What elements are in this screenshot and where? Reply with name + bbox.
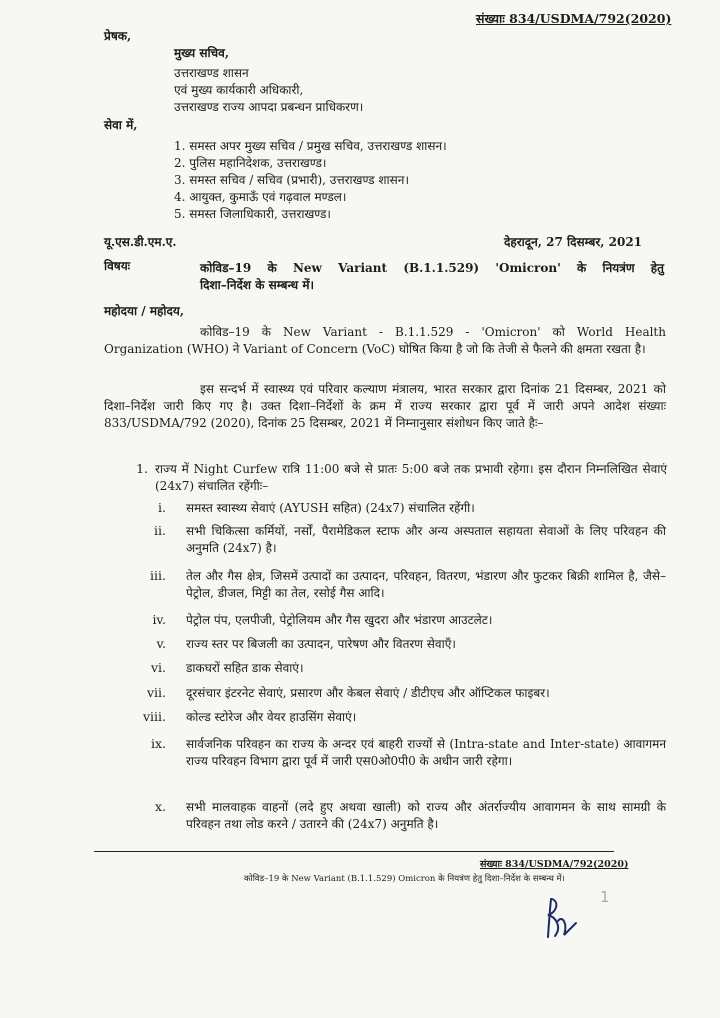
- subpoint-text: तेल और गैस क्षेत्र, जिसमें उत्पादों का उत्पादन, परिवहन, वितरण, भंडारण और फुटकर बिक्री शामिल है, जैसे–पेट्रोल, डीजल, मिट्टी का तेल, रसोई गैस आदि।: [186, 569, 666, 600]
- subpoint-number: vii.: [146, 685, 166, 700]
- point-number: 1.: [136, 461, 148, 476]
- sender-line: उत्तराखण्ड शासन: [174, 66, 249, 80]
- footer-divider: [94, 851, 614, 852]
- department-code: यू.एस.डी.एम.ए.: [104, 235, 177, 249]
- subpoint-number: viii.: [142, 709, 166, 724]
- subpoint-number: x.: [154, 799, 166, 814]
- paragraph: इस सन्दर्भ में स्वास्थ्य एवं परिवार कल्याण मंत्रालय, भारत सरकार द्वारा दिनांक 21 दिसम्बर, 2021 को दिशा–निर्देश जारी किए गए है। उक्त दिशा–निर्देशों के क्रम में राज्य सरकार द्वारा पूर्व में जारी अपने आदेश संख्याः 833/USDMA/792 (2020), दिनांक 25 दिसम्बर, 2021 में निम्नानुसार संशोधन किए जाते हैः–: [104, 382, 666, 430]
- footer-reference: संख्याः 834/USDMA/792(2020): [480, 859, 629, 870]
- subpoint-text: सभी चिकित्सा कर्मियों, नर्सों, पैरामेडिकल स्टाफ और अन्य अस्पताल सहायता सेवाओं के लिए परिवहन की अनुमति (24x7) है।: [186, 524, 666, 555]
- to-label: सेवा में,: [104, 118, 138, 132]
- sender-label: प्रेषक,: [104, 29, 132, 43]
- subject-line: कोविड–19 के New Variant (B.1.1.529) 'Omicron' के नियत्रंण हेतु: [200, 261, 664, 275]
- signature-mark: [538, 893, 588, 945]
- recipient-item: 2. पुलिस महानिदेशक, उत्तराखण्ड।: [174, 156, 327, 170]
- subpoint-number: ix.: [150, 736, 166, 751]
- signature: [538, 893, 588, 945]
- sender-line: मुख्य सचिव,: [174, 46, 230, 60]
- subpoint-number: v.: [156, 636, 166, 651]
- subpoint-number: ii.: [154, 523, 166, 538]
- point-text: राज्य में Night Curfew रात्रि 11:00 बजे से प्रातः 5:00 बजे तक प्रभावी रहेगा। इस दौरान निम्नलिखित सेवाएं (24x7) संचालित रहेंगीः–: [155, 462, 667, 493]
- subpoint-text: पेट्रोल पंप, एलपीजी, पेट्रोलियम और गैस खुदरा और भंडारण आउटलेट।: [186, 613, 493, 627]
- footer-subject: कोविड–19 के New Variant (B.1.1.529) Omicron के नियत्रंण हेतु दिशा–निर्देश के सम्बन्ध में।: [244, 874, 565, 884]
- subpoint-text: समस्त स्वास्थ्य सेवाएं (AYUSH सहित) (24x7) संचालित रहेंगी।: [186, 501, 475, 515]
- subject-line: दिशा–निर्देश के सम्बन्ध में।: [200, 278, 315, 292]
- subpoint-number: iv.: [152, 612, 166, 627]
- reference-number: संख्याः 834/USDMA/792(2020): [476, 11, 672, 26]
- subject-label: विषयः: [104, 259, 131, 273]
- recipient-item: 1. समस्त अपर मुख्य सचिव / प्रमुख सचिव, उत्तराखण्ड शासन।: [174, 139, 447, 153]
- subpoint-text: सभी मालवाहक वाहनों (लदे हुए अथवा खाली) को राज्य और अंतर्राज्यीय आवागमन के साथ सामग्री के परिवहन तथा लोड करने / उतारने की (24x7) अनुमति है।: [186, 800, 666, 831]
- subpoint-number: iii.: [150, 568, 166, 583]
- subpoint-text: राज्य स्तर पर बिजली का उत्पादन, पारेषण और वितरण सेवाएँ।: [186, 637, 456, 651]
- subpoint-number: i.: [158, 500, 166, 515]
- recipient-item: 4. आयुक्त, कुमाऊँ एवं गढ़वाल मण्डल।: [174, 190, 347, 204]
- subpoint-text: कोल्ड स्टोरेज और वेयर हाउसिंग सेवाएं।: [186, 710, 357, 724]
- sender-line: एवं मुख्य कार्यकारी अधिकारी,: [174, 83, 304, 97]
- salutation: महोदया / महोदय,: [104, 304, 185, 318]
- recipient-item: 3. समस्त सचिव / सचिव (प्रभारी), उत्तराखण्ड शासन।: [174, 173, 409, 187]
- place-date: देहरादून, 27 दिसम्बर, 2021: [504, 235, 643, 249]
- recipient-item: 5. समस्त जिलाधिकारी, उत्तराखण्ड।: [174, 207, 331, 221]
- subpoint-text: सार्वजनिक परिवहन का राज्य के अन्दर एवं बाहरी राज्यों से (Intra-state and Inter-state) आवागमन राज्य परिवहन विभाग द्वारा पूर्व में जारी एस0ओ0पी0 के अधीन जारी रहेगा।: [186, 737, 666, 768]
- sender-line: उत्तराखण्ड राज्य आपदा प्रबन्धन प्राधिकरण।: [174, 100, 364, 114]
- paragraph: कोविड–19 के New Variant - B.1.1.529 - 'Omicron' को World Health Organization (WHO) ने Variant of Concern (VoC) घोषित किया है जो कि तेजी से फैलने की क्षमता रखता है।: [104, 325, 666, 356]
- subpoint-text: डाकघरों सहित डाक सेवाएं।: [186, 661, 304, 675]
- subpoint-text: दूरसंचार इंटरनेट सेवाएं, प्रसारण और केबल सेवाएं / डीटीएच और ऑप्टिकल फाइबर।: [186, 686, 550, 700]
- subpoint-number: vi.: [150, 660, 166, 675]
- page-number: 1: [600, 888, 610, 906]
